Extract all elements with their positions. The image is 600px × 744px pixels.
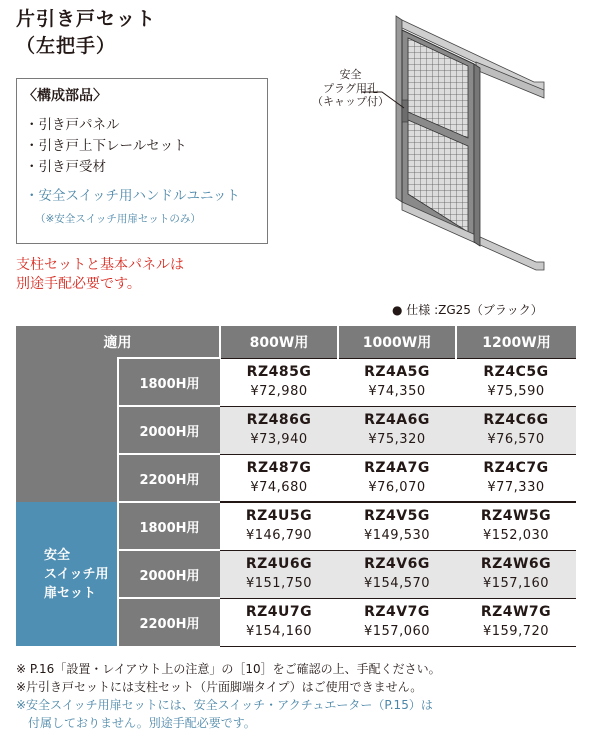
table-cell (456, 598, 576, 646)
product-code: RZ4V6G (364, 556, 430, 572)
table-cell (338, 598, 456, 646)
col-header-1200w: 1200W用 (456, 326, 576, 358)
price-table (16, 326, 576, 647)
page-title: 片引き戸セット (16, 8, 157, 30)
row-height-label: 2200H用 (118, 598, 220, 646)
callout-leader-line (362, 86, 406, 112)
table-cell (220, 406, 338, 454)
footnotes (16, 660, 441, 732)
product-price: ¥152,030 (482, 528, 550, 544)
product-price: ¥157,160 (482, 576, 550, 591)
product-code: RZ4U6G (245, 556, 313, 572)
red-note (16, 256, 184, 294)
product-code: RZ4C5G (483, 364, 549, 380)
footnote-safety: ※安全スイッチ用扉セットには、安全スイッチ・アクチュエーター（P.15）は (16, 698, 433, 712)
product-price: ¥157,060 (363, 624, 431, 639)
product-code: RZ4W7G (480, 604, 552, 620)
row-height-label: 2000H用 (118, 406, 220, 454)
product-price: ¥154,160 (245, 624, 313, 639)
product-code: RZ4W6G (480, 556, 552, 572)
sliding-door-illustration (366, 10, 588, 280)
product-price: ¥76,070 (368, 479, 426, 495)
group-label-line: スイッチ用 (44, 566, 109, 582)
product-code: RZ487G (246, 459, 312, 476)
product-price: ¥154,570 (363, 576, 431, 591)
table-cell (338, 502, 456, 550)
product-price: ¥73,940 (250, 432, 308, 447)
product-price: ¥76,570 (487, 432, 545, 447)
table-cell (220, 454, 338, 502)
group-standard (16, 358, 118, 502)
table-cell (456, 502, 576, 550)
table-cell (220, 598, 338, 646)
table-cell (456, 550, 576, 598)
product-price: ¥159,720 (482, 624, 550, 639)
product-code: RZ4U5G (245, 508, 313, 525)
product-code: RZ4A7G (364, 459, 430, 476)
product-code: RZ4V7G (364, 604, 430, 620)
col-header-application: 適用 (16, 326, 220, 358)
product-code: RZ485G (246, 364, 312, 380)
callout-line: 安全 (339, 68, 362, 81)
product-price: ¥146,790 (245, 528, 313, 544)
product-code: RZ4C7G (483, 459, 549, 476)
footnote-safety-cont: 付属しておりません。別途手配必要です。 (28, 716, 256, 730)
product-code: RZ4V5G (364, 508, 430, 525)
table-cell (338, 358, 456, 406)
red-note-line: 支柱セットと基本パネルは (16, 257, 184, 273)
parts-item-safety: ・安全スイッチ用ハンドルユニット (25, 188, 240, 204)
product-code: RZ4U7G (245, 604, 313, 620)
row-height-label: 1800H用 (118, 358, 220, 406)
parts-list (25, 115, 240, 207)
parts-heading: 〈構成部品〉 (23, 88, 107, 104)
parts-box (16, 78, 268, 244)
product-code: RZ4W5G (480, 508, 552, 525)
product-price: ¥75,590 (487, 384, 545, 399)
table-cell (456, 406, 576, 454)
parts-item: ・引き戸上下レールセット (25, 138, 187, 154)
table-cell (338, 550, 456, 598)
page-subtitle: （左把手） (16, 35, 117, 57)
footnote: ※ P.16「設置・レイアウト上の注意」の［10］をご確認の上、手配ください。 (16, 662, 441, 676)
table-cell (456, 454, 576, 502)
table-cell (220, 550, 338, 598)
group-label-line: 扉セット (44, 585, 97, 601)
table-cell (220, 358, 338, 406)
row-height-label: 1800H用 (118, 502, 220, 550)
red-note-line: 別途手配必要です。 (16, 276, 141, 292)
product-price: ¥149,530 (363, 528, 431, 544)
spec-label: ● 仕様 :ZG25（ブラック） (392, 303, 543, 317)
parts-safety-note: （※安全スイッチ用扉セットのみ） (35, 213, 201, 225)
row-height-label: 2200H用 (118, 454, 220, 502)
table-row (16, 502, 576, 550)
group-label-line: 安全 (44, 547, 71, 563)
callout-line: プラグ用孔 (323, 81, 378, 95)
product-code: RZ486G (246, 412, 312, 428)
group-safety-switch (16, 502, 118, 646)
product-price: ¥74,350 (368, 384, 426, 399)
callout-line: （キャップ付） (312, 95, 389, 108)
row-height-label: 2000H用 (118, 550, 220, 598)
product-price: ¥74,680 (250, 479, 308, 495)
parts-item: ・引き戸受材 (25, 159, 106, 175)
product-price: ¥75,320 (368, 432, 426, 447)
product-code: RZ4C6G (483, 412, 549, 428)
table-cell (338, 406, 456, 454)
product-price: ¥151,750 (245, 576, 313, 591)
parts-item: ・引き戸パネル (25, 117, 120, 133)
footnote: ※片引き戸セットには支柱セット（片面脚端タイプ）はご使用できません。 (16, 680, 423, 694)
table-cell (338, 454, 456, 502)
table-cell (220, 502, 338, 550)
product-price: ¥77,330 (487, 479, 545, 495)
col-header-800w: 800W用 (220, 326, 338, 358)
col-header-1000w: 1000W用 (338, 326, 456, 358)
table-cell (456, 358, 576, 406)
product-code: RZ4A6G (364, 412, 430, 428)
product-price: ¥72,980 (250, 384, 308, 399)
table-row (16, 358, 576, 406)
table-header-row (16, 326, 576, 358)
product-code: RZ4A5G (364, 364, 430, 380)
